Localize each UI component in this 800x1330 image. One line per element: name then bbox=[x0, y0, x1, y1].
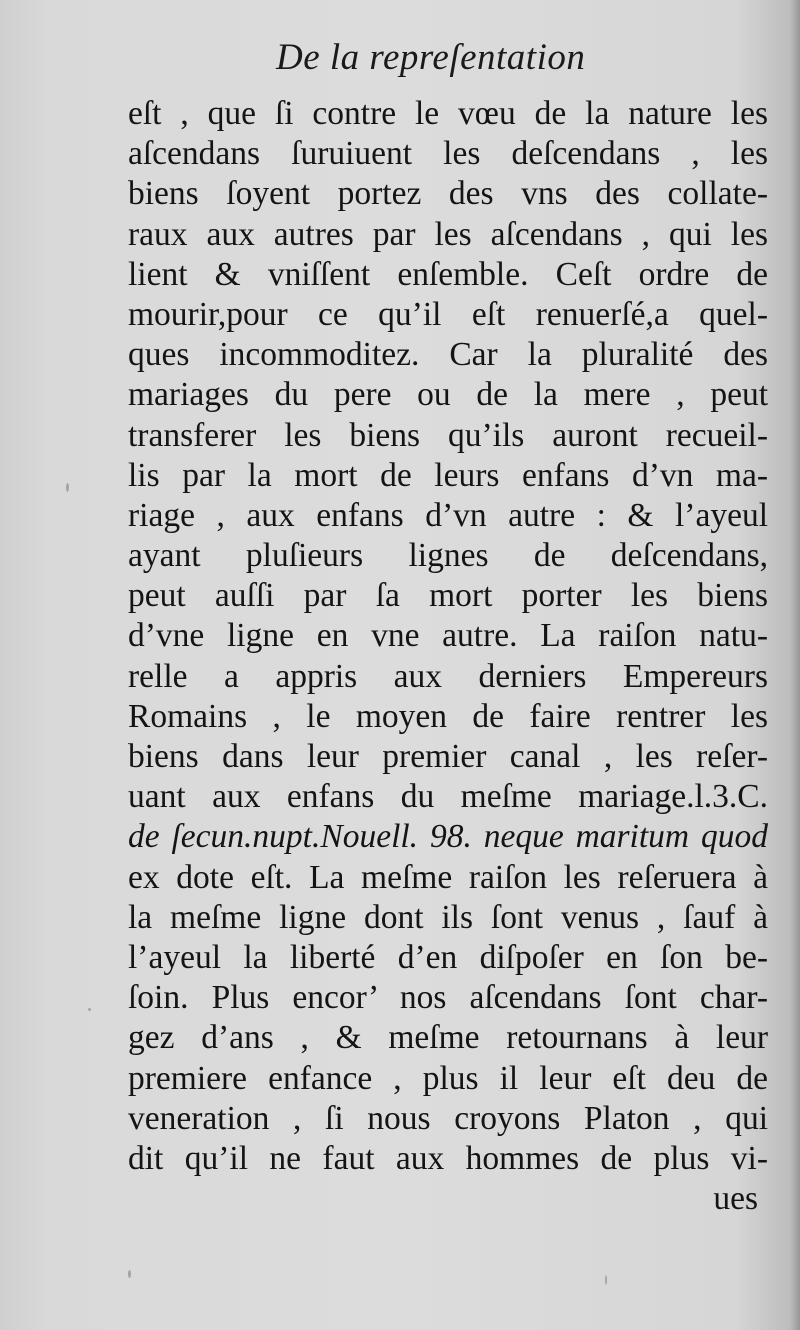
text-line-11: riage , aux enfans d’vn autre : & l’ayeul bbox=[128, 496, 768, 534]
ink-speck bbox=[66, 483, 69, 492]
ink-speck bbox=[128, 1270, 131, 1278]
text-line-12: ayant pluſieurs lignes de deſcendans, bbox=[128, 537, 768, 575]
text-line-4: raux aux autres par les aſcendans , qui les bbox=[128, 215, 768, 253]
text-line-5: lient & vniſſent enſemble. Ceſt ordre de bbox=[128, 255, 768, 293]
text-line-20: ex dote eſt. La meſme raiſon les reſeruera à bbox=[128, 858, 768, 896]
text-line-6: mourir,pour ce qu’il eſt renuerſé,a quel- bbox=[128, 295, 768, 333]
text-line-22: l’ayeul la liberté d’en diſpoſer en ſon be- bbox=[128, 938, 768, 976]
text-line-25: premiere enfance , plus il leur eſt deu de bbox=[128, 1059, 768, 1097]
text-line-24: gez d’ans , & meſme retournans à leur bbox=[128, 1019, 768, 1057]
text-line-27: dit qu’il ne faut aux hommes de plus vi- bbox=[128, 1139, 768, 1177]
text-line-8: mariages du pere ou de la mere , peut bbox=[128, 376, 768, 414]
text-line-21: la meſme ligne dont ils ſont venus , ſauf à bbox=[128, 898, 768, 936]
text-line-1: eſt , que ſi contre le vœu de la nature les bbox=[128, 95, 768, 132]
text-line-23: ſoin. Plus encor’ nos aſcendans ſont char- bbox=[128, 979, 768, 1017]
catchword: ues bbox=[713, 1180, 758, 1218]
text-line-16: Romains , le moyen de faire rentrer les bbox=[128, 697, 768, 735]
text-line-14: d’vne ligne en vne autre. La raiſon natu- bbox=[128, 617, 768, 655]
text-line-7: ques incommoditez. Car la pluralité des bbox=[128, 336, 768, 374]
text-line-2: aſcendans ſuruiuent les deſcendans , les bbox=[128, 135, 768, 173]
text-line-13: peut auſſi par ſa mort porter les biens bbox=[128, 577, 768, 615]
text-line-19-citation: de ſecun.nupt.Nouell. 98. neque maritum quod bbox=[128, 818, 768, 856]
ink-speck bbox=[88, 1008, 91, 1011]
text-line-26: veneration , ſi nous croyons Platon , qui bbox=[128, 1099, 768, 1137]
text-line-17: biens dans leur premier canal , les reſer- bbox=[128, 738, 768, 775]
page-edge-shadow bbox=[790, 0, 800, 1330]
ink-speck bbox=[605, 1275, 607, 1285]
text-line-3: biens ſoyent portez des vns des collate- bbox=[128, 175, 768, 213]
text-line-15: relle a appris aux derniers Empereurs bbox=[128, 657, 768, 695]
text-line-9: transferer les biens qu’ils auront recueil- bbox=[128, 416, 768, 454]
text-line-10: lis par la mort de leurs enfans d’vn ma- bbox=[128, 456, 768, 494]
running-head: De la repreſentation bbox=[276, 37, 586, 78]
body-text bbox=[128, 94, 768, 1219]
text-line-18: uant aux enfans du meſme mariage.l.3.C. bbox=[128, 778, 768, 816]
